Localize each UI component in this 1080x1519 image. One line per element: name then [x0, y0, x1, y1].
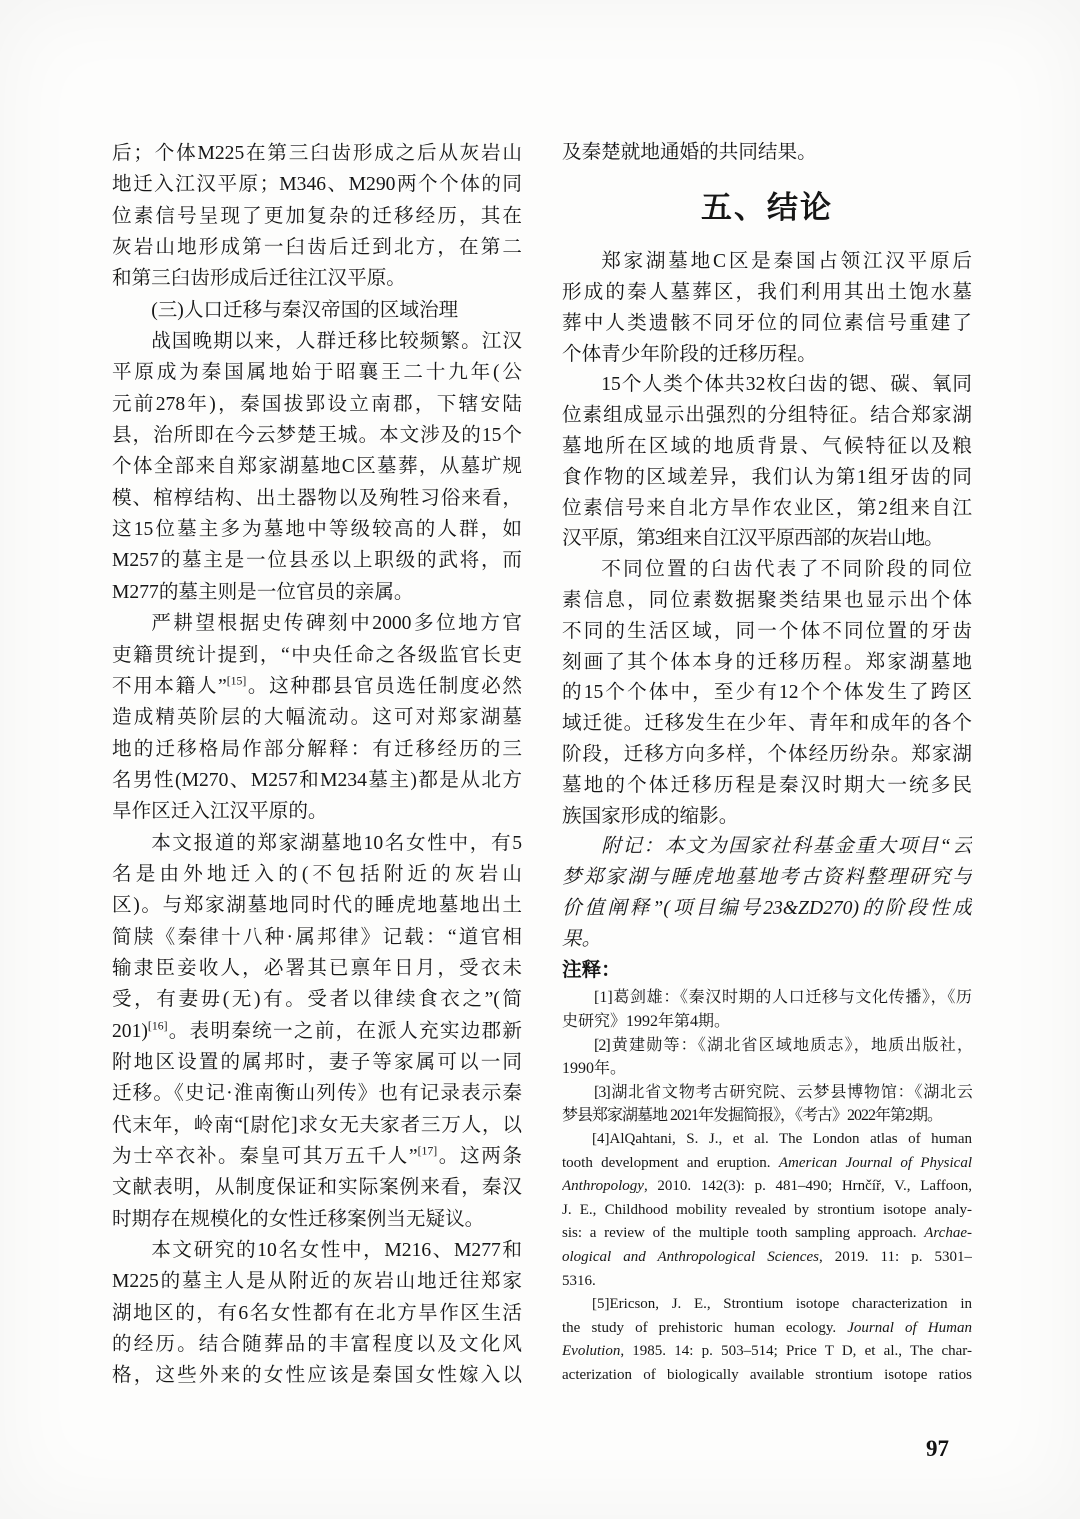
text-line: 文献表明，从制度保证和实际案例来看，秦汉: [112, 1177, 522, 1199]
text-line: 后；个体M225在第三臼齿形成之后从灰岩山: [112, 143, 522, 164]
text-line: 刻画了其个体本身的迁移历程。郑家湖墓地: [562, 651, 972, 673]
text-line: 格，这些外来的女性应该是秦国女性嫁入以: [112, 1365, 522, 1387]
text-line: ological and Anthropological Sciences, 2019. 11: p. 5301–: [562, 1248, 972, 1265]
text-line: M257的墓主是一位县丞以上职级的武将，而: [112, 550, 522, 572]
text-line: 郑家湖墓地C区是秦国占领江汉平原后: [601, 251, 972, 273]
text-line: 5316.: [562, 1272, 596, 1289]
text-line: 附地区设置的属邦时，妻子等家属可以一同: [112, 1051, 522, 1073]
text-line: [3]湖北省文物考古研究院、云梦县博物馆：《湖北云: [594, 1083, 972, 1101]
text-line: 价值阐释”(项目编号23&ZD270)的阶段性成: [562, 898, 972, 920]
text-line: [1]葛剑雄：《秦汉时期的人口迁移与文化传播》，《历: [594, 989, 972, 1007]
text-line: 平原成为秦国属地始于昭襄王二十九年(公: [112, 362, 522, 384]
text-line: 代末年，岭南“[尉佗]求女无夫家者三万人，以: [112, 1114, 522, 1136]
text-line: 域迁徙。迁移发生在少年、青年和成年的各个: [562, 713, 972, 735]
text-line: acterization of biologically available strontium isotope ratios: [562, 1366, 972, 1383]
text-line: 名男性(M270、M257和M234墓主)都是从北方: [112, 769, 522, 791]
text-line: (三)人口迁移与秦汉帝国的区域治理: [151, 299, 459, 321]
text-line: 受，有妻毋(无)有。受者以律续食衣之”(简: [112, 989, 522, 1011]
left-column: [112, 138, 522, 1392]
text-line: Evolution, 1985. 14: p. 503–514; Price T D, et al., The char-: [562, 1343, 972, 1360]
text-line: 个体全部来自郑家湖墓地C区墓葬，从墓圹规: [112, 456, 522, 478]
footnote-reference: [17]: [417, 1144, 438, 1158]
text-line: 的经历。结合随葬品的丰富程度以及文化风: [112, 1334, 522, 1356]
text-line: 战国晚期以来，人群迁移比较频繁。江汉: [151, 331, 522, 353]
text-line: 输隶臣妾收人，必署其已禀年日月，受衣未: [112, 957, 522, 979]
text-line: 位素信号来自北方旱作农业区，第2组来自江: [562, 497, 972, 519]
text-line: 严耕望根据史传碑刻中2000多位地方官: [151, 613, 522, 635]
text-line: 不用本籍人”[15]。这种郡县官员选任制度必然: [112, 674, 522, 697]
text-line: 地的迁移格局作部分解释：有迁移经历的三: [112, 738, 522, 760]
text-line: 和第三臼齿形成后迁往江汉平原。: [112, 268, 406, 290]
text-line: 简牍《秦律十八种·属邦律》记载：“道官相: [112, 926, 522, 948]
text-line: 不同位置的臼齿代表了不同阶段的同位: [601, 559, 972, 581]
text-line: 及秦楚就地通婚的共同结果。: [562, 142, 817, 163]
text-line: 区)。与郑家湖墓地同时代的睡虎地墓地出土: [112, 895, 522, 917]
text-line: 梦郑家湖与睡虎地墓地考古资料整理研究与: [562, 867, 972, 889]
text-line: 的15个个体中，至少有12个个体发生了跨区: [562, 682, 972, 704]
text-line: 县，治所即在今云梦楚王城。本文涉及的15个: [112, 425, 522, 447]
text-line: 湖地区的，有6名女性都有在北方旱作区生活: [112, 1302, 522, 1324]
text-line: 位素组成显示出强烈的分组特征。结合郑家湖: [562, 405, 972, 427]
right-column: [562, 138, 972, 1388]
text-line: 食作物的区域差异，我们认为第1组牙齿的同: [562, 466, 972, 488]
text-line: 形成的秦人墓葬区，我们利用其出土饱水墓: [562, 282, 972, 304]
text-line: 本文研究的10名女性中，M216、M277和: [151, 1240, 522, 1262]
text-line: 模、棺椁结构、出土器物以及殉牲习俗来看，: [112, 487, 522, 509]
page-number: 97: [926, 1436, 949, 1461]
text-line: 地迁入江汉平原；M346、M290两个个体的同: [112, 174, 522, 196]
text-line: 这15位墓主多为墓地中等级较高的人群，如: [112, 519, 522, 541]
text-line: 旱作区迁入江汉平原的。: [112, 801, 328, 823]
text-line: 附记：本文为国家社科基金重大项目“云: [601, 836, 972, 858]
text-line: 名是由外地迁入的(不包括附近的灰岩山: [112, 863, 522, 885]
text-line: 注释：: [562, 959, 621, 981]
text-line: 史研究》1992年第4期。: [562, 1013, 731, 1031]
text-line: 汉平原，第3组来自江汉平原西部的灰岩山地。: [562, 528, 943, 550]
text-line: 位素信号呈现了更加复杂的迁移经历，其在: [112, 205, 522, 227]
text-line: the study of prehistoric human ecology. Journal of Human: [562, 1319, 972, 1336]
text-line: 果。: [562, 928, 602, 950]
text-line: 元前278年)，秦国拔郢设立南郡，下辖安陆: [112, 393, 522, 415]
text-line: J. E., Childhood mobility revealed by strontium isotope analy-: [562, 1201, 972, 1218]
text-line: 个体青少年阶段的迁移历程。: [562, 343, 817, 365]
text-line: [4]AlQahtani, S. J., et al. The London atlas of human: [592, 1130, 972, 1147]
text-line: 墓地所在区域的地质背景、气候特征以及粮: [562, 436, 972, 458]
text-line: 迁移。《史记·淮南衡山列传》也有记录表示秦: [112, 1083, 522, 1105]
text-line: 1990年。: [562, 1060, 627, 1078]
text-line: 为士卒衣补。秦皇可其万五千人”[17]。这两条: [112, 1144, 522, 1167]
text-line: 时期存在规模化的女性迁移案例当无疑议。: [112, 1208, 485, 1230]
text-line: 梦县郑家湖墓地 2021年发掘简报》，《考古》2022年第2期。: [562, 1107, 943, 1125]
text-line: [2]黄建勋等：《湖北省区域地质志》，地质出版社，: [594, 1036, 972, 1054]
section-heading: 五、结论: [701, 189, 833, 225]
text-line: 灰岩山地形成第一臼齿后迁到北方，在第二: [112, 237, 522, 259]
text-line: 阶段，迁移方向多样，个体经历纷杂。郑家湖: [562, 744, 972, 766]
footnote-reference: [15]: [226, 674, 247, 688]
text-line: 15个人类个体共32枚臼齿的锶、碳、氧同: [601, 374, 972, 396]
text-line: sis: a review of the multiple tooth sampling approach. Archae-: [562, 1225, 972, 1242]
text-line: 族国家形成的缩影。: [562, 805, 739, 827]
text-line: Anthropology, 2010. 142(3): p. 481–490; Hrnčíř, V., Laffoon,: [562, 1178, 972, 1195]
text-line: 不同的生活区域，同一个体不同位置的牙齿: [562, 620, 972, 642]
text-line: 吏籍贯统计提到，“中央任命之各级监官长吏: [112, 644, 522, 666]
text-line: M277的墓主则是一位官员的亲属。: [112, 581, 414, 603]
text-line: 墓地的个体迁移历程是秦汉时期大一统多民: [562, 774, 972, 796]
text-line: 葬中人类遗骸不同牙位的同位素信号重建了: [562, 312, 972, 334]
text-line: tooth development and eruption. American Journal of Physical: [562, 1154, 972, 1171]
footnote-reference: [16]: [147, 1019, 168, 1033]
text-line: 本文报道的郑家湖墓地10名女性中，有5: [151, 832, 522, 854]
text-line: M225的墓主人是从附近的灰岩山地迁往郑家: [112, 1271, 522, 1293]
text-line: 201)[16]。表明秦统一之前，在派人充实边郡新: [112, 1019, 522, 1042]
text-line: [5]Ericson, J. E., Strontium isotope characterization in: [592, 1296, 972, 1313]
text-line: 素信息，同位素数据聚类结果也显示出个体: [562, 590, 972, 612]
text-line: 造成精英阶层的大幅流动。这可对郑家湖墓: [112, 707, 522, 729]
